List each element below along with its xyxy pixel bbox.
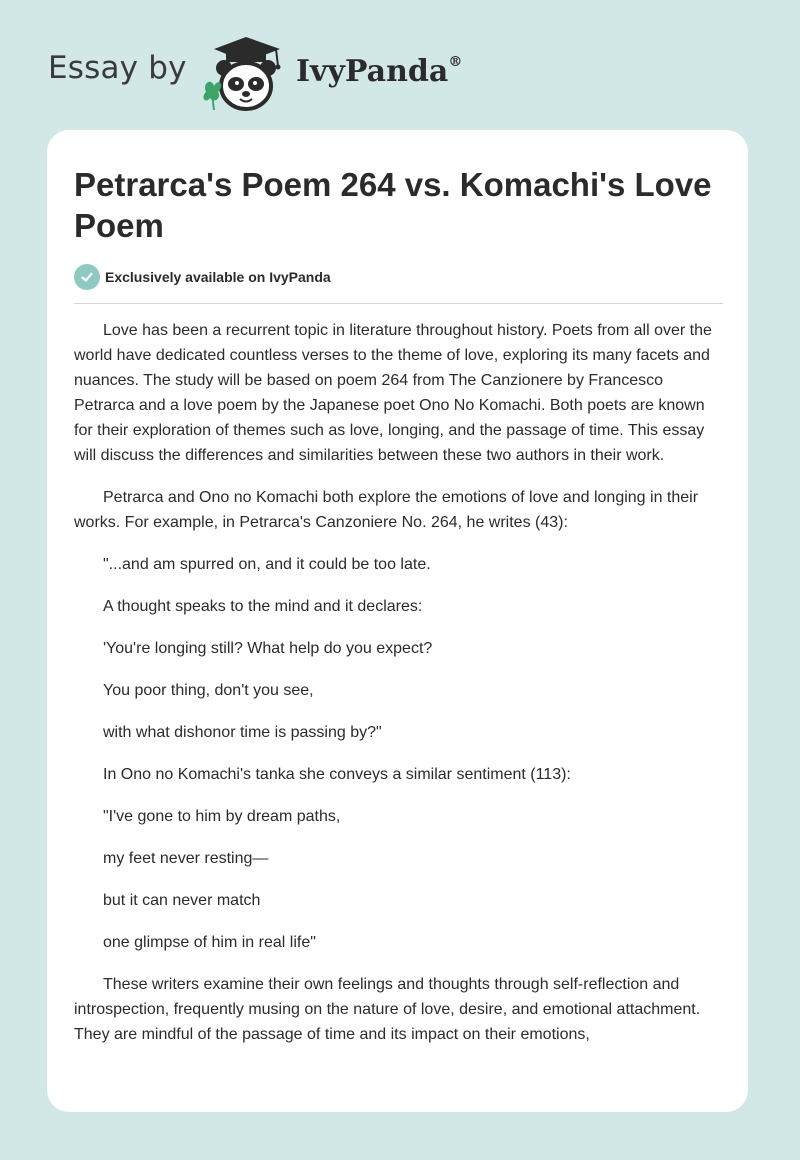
- essay-body: [74, 318, 726, 1064]
- brand-name[interactable]: [296, 54, 462, 89]
- paragraph: Love has been a recurrent topic in literature throughout history. Poets from all over the world have dedicated countless verses to the theme of love, exploring its many facets and nuances. The study will be based on poem 264 from The Canzionere by Francesco Petrarca and a love poem by the Japanese poet Ono No Komachi. Both poets are known for their exploration of themes such as love, longing, and the passage of time. This essay will discuss the differences and similarities between these two authors in their work.: [74, 322, 712, 464]
- paragraph: In Ono no Komachi's tanka she conveys a similar sentiment (113):: [103, 766, 571, 783]
- divider: [74, 303, 723, 304]
- poem-line: my feet never resting—: [103, 850, 269, 867]
- essay-card: [47, 130, 748, 1112]
- poem-line: but it can never match: [103, 892, 261, 909]
- poem-line: "I've gone to him by dream paths,: [103, 808, 341, 825]
- badge-label: Exclusively available on IvyPanda: [105, 269, 331, 285]
- poem-line: You poor thing, don't you see,: [103, 682, 314, 699]
- poem-line: with what dishonor time is passing by?": [103, 724, 382, 741]
- exclusive-badge: [74, 264, 331, 290]
- poem-line: "...and am spurred on, and it could be too late.: [103, 556, 431, 573]
- site-header: [48, 28, 508, 112]
- panda-logo-icon[interactable]: [200, 34, 292, 114]
- poem-line: one glimpse of him in real life": [103, 934, 316, 951]
- registered-mark: ®: [448, 54, 463, 70]
- essay-by-label: Essay by: [48, 50, 187, 86]
- paragraph: These writers examine their own feelings and thoughts through self-reflection and introspection, frequently musing on the nature of love, desire, and emotional attachment. They are mindful of the passage of time and its impact on their emotions,: [74, 976, 701, 1043]
- poem-line: A thought speaks to the mind and it declares:: [103, 598, 423, 615]
- poem-line: 'You're longing still? What help do you expect?: [103, 640, 433, 657]
- check-icon: [74, 264, 100, 290]
- page-title: Petrarca's Poem 264 vs. Komachi's Love Poem: [74, 166, 712, 244]
- paragraph: Petrarca and Ono no Komachi both explore the emotions of love and longing in their works. For example, in Petrarca's Canzoniere No. 264, he writes (43):: [74, 489, 699, 531]
- brand-name-text: IvyPanda: [296, 54, 449, 89]
